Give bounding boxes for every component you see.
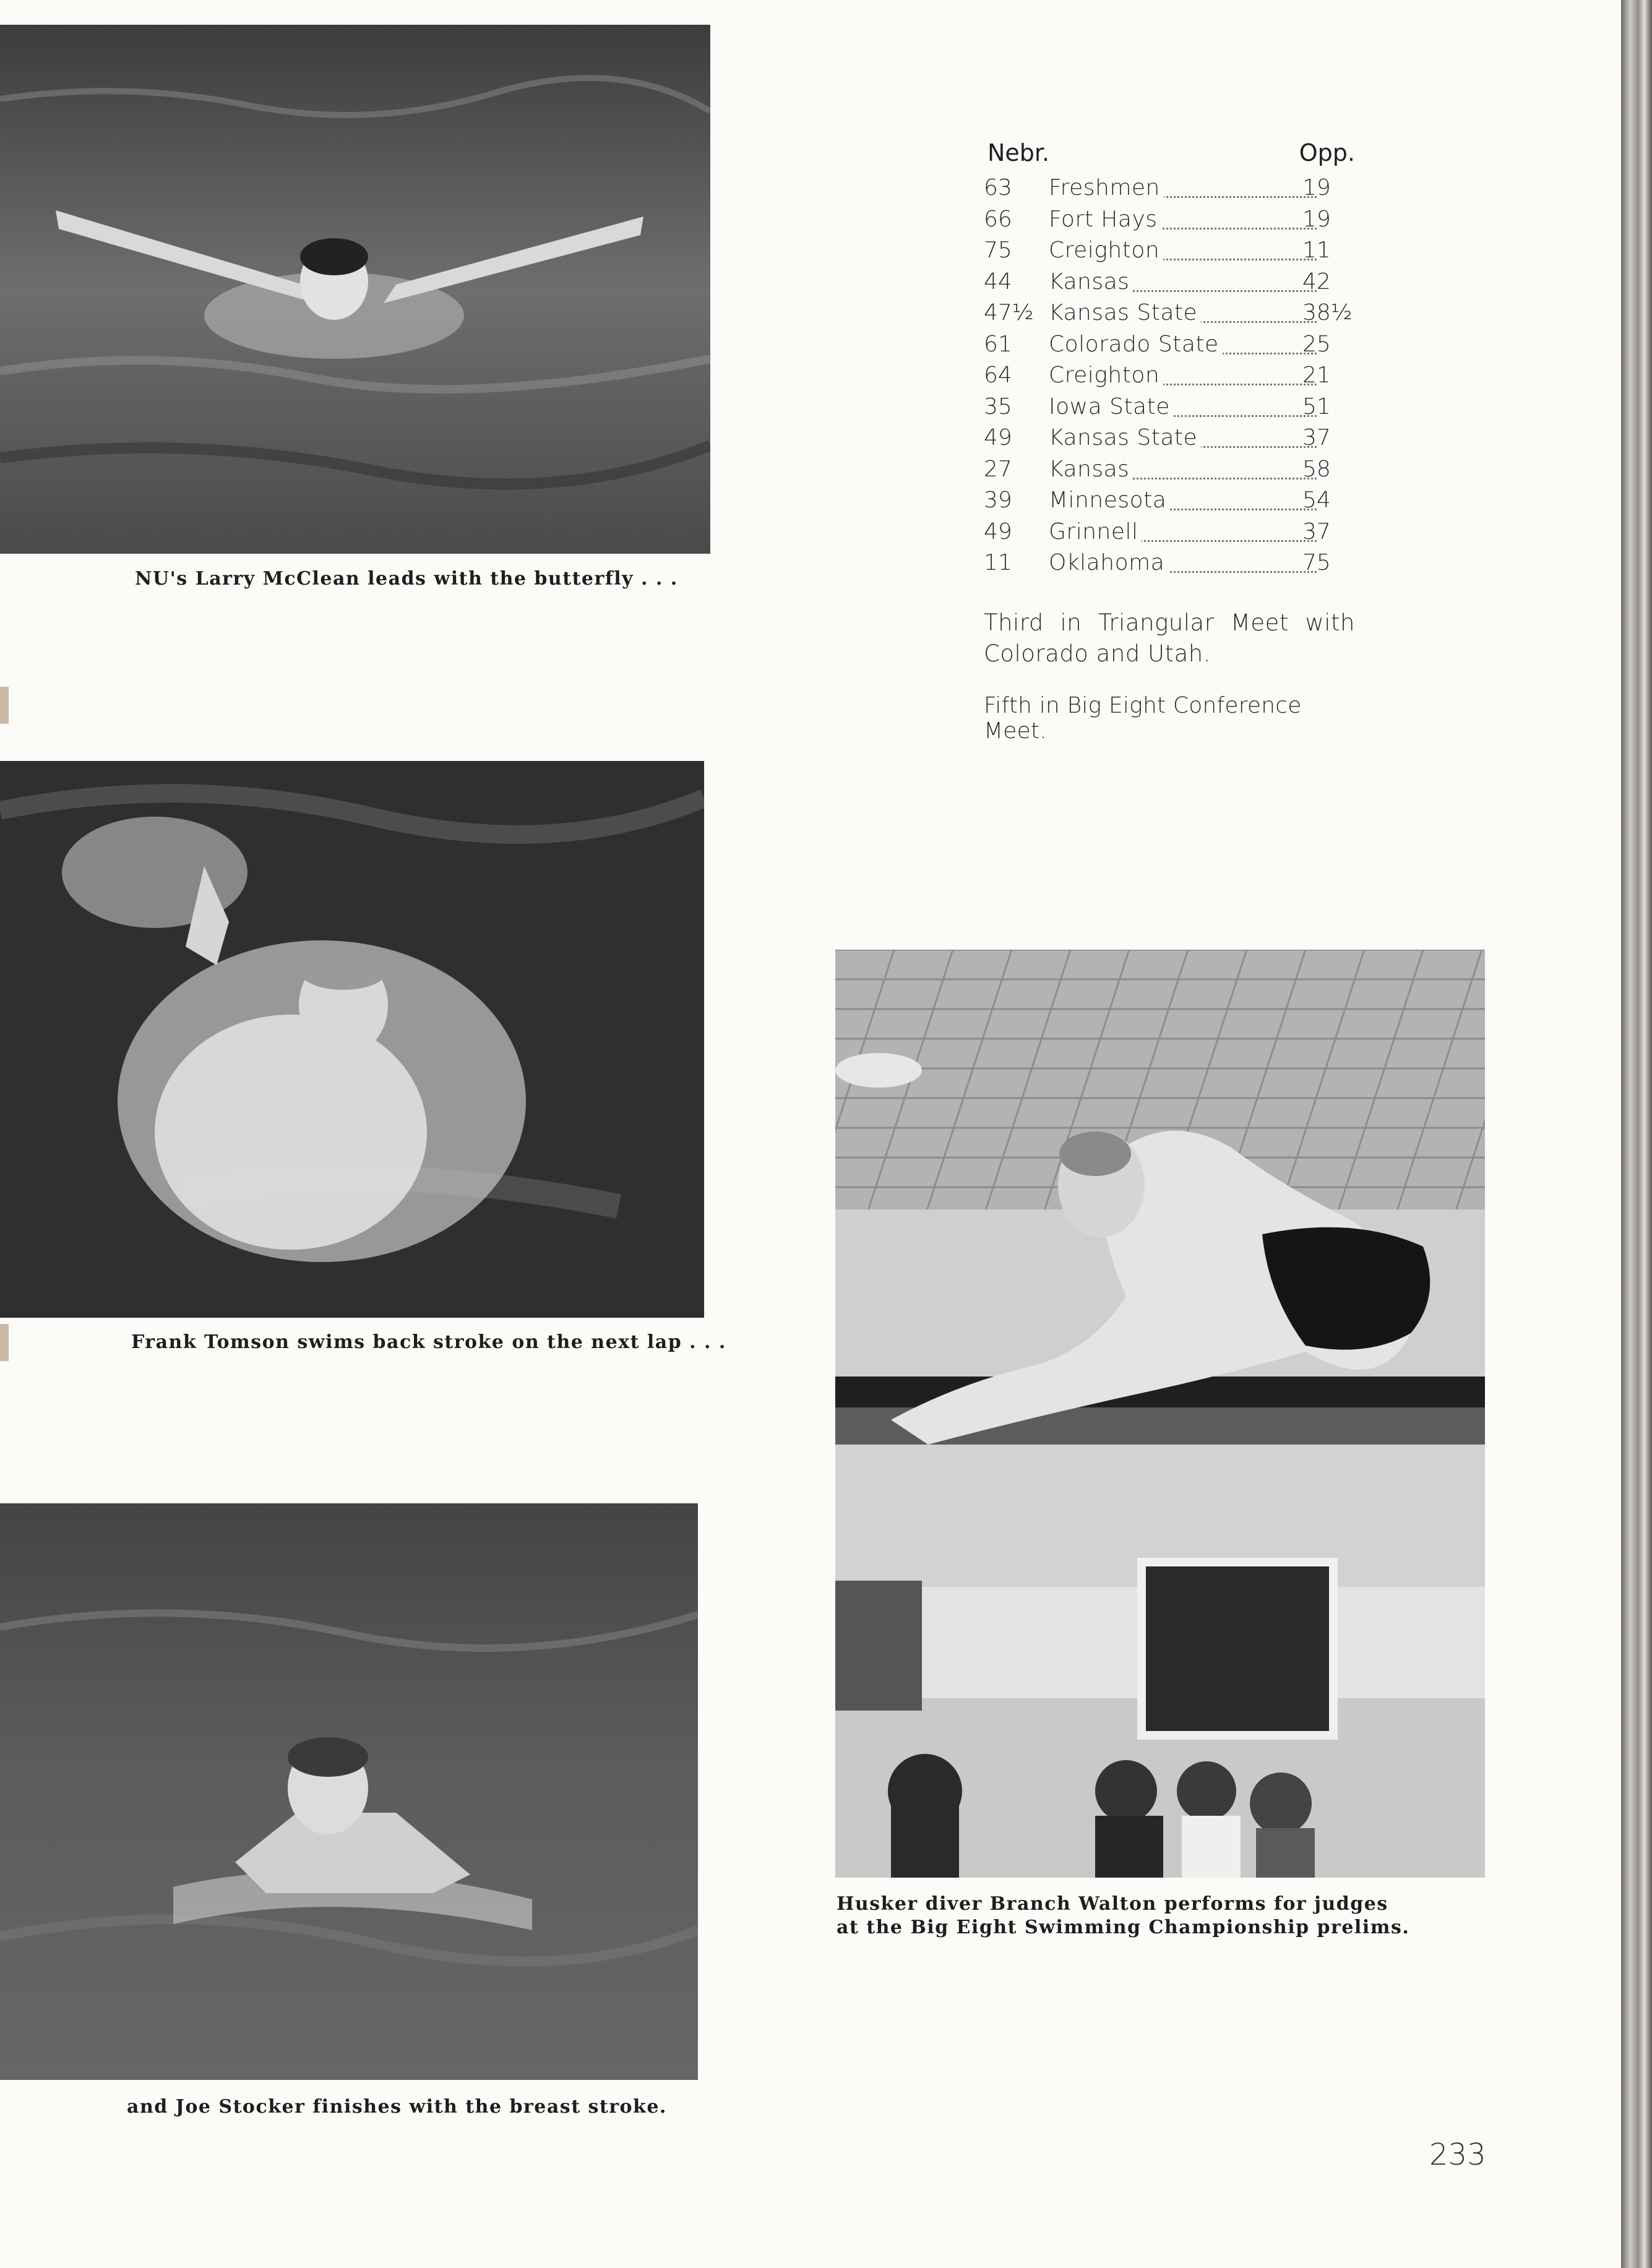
opponent-name: Kansas [1049, 457, 1133, 482]
score-row [984, 488, 1355, 519]
header-opp: Opp. [1299, 139, 1355, 166]
opponent-name: Oklahoma [1049, 550, 1168, 575]
opponent-name: Grinnell [1049, 519, 1142, 544]
score-row [984, 425, 1355, 457]
score-row [984, 300, 1355, 332]
opp-score: 58 [1302, 456, 1331, 482]
note-line-2: Colorado and Utah. [984, 640, 1211, 667]
nebr-score: 27 [984, 456, 1012, 482]
score-row [984, 175, 1355, 207]
score-row [984, 457, 1355, 488]
scoreboard-header [984, 139, 1355, 175]
score-row [984, 394, 1355, 426]
photo-diver [835, 950, 1485, 1878]
nebr-score: 44 [984, 268, 1012, 294]
score-row [984, 269, 1355, 301]
score-row [984, 363, 1355, 394]
opponent-name: Kansas [1049, 269, 1133, 294]
opp-score: 11 [1302, 238, 1331, 263]
opp-score: 37 [1302, 518, 1331, 544]
header-nebr: Nebr. [987, 139, 1050, 166]
caption-diver-line2: at the Big Eight Swimming Championship prelims. [837, 1917, 1410, 1938]
opp-score: 21 [1302, 363, 1331, 388]
nebr-score: 63 [984, 175, 1012, 200]
nebr-score: 64 [984, 363, 1012, 388]
opponent-name: Colorado State [1049, 332, 1223, 357]
binding-mark [0, 687, 9, 724]
nebr-score: 35 [984, 393, 1012, 419]
caption-butterfly: NU's Larry McClean leads with the butterfly . . . [135, 568, 678, 590]
opponent-name: Fort Hays [1049, 207, 1161, 232]
nebr-score: 49 [984, 518, 1012, 544]
caption-diver-line1: Husker diver Branch Walton performs for judges [837, 1893, 1388, 1915]
score-row [984, 332, 1355, 363]
opp-score: 19 [1302, 206, 1331, 232]
page-edge [1621, 0, 1652, 2268]
opp-score: 54 [1302, 488, 1331, 513]
opp-score: 51 [1302, 393, 1331, 419]
conference-meet-note: Fifth in Big Eight Conference Meet. [984, 692, 1302, 744]
opponent-name: Freshmen [1049, 175, 1164, 200]
nebr-score: 66 [984, 206, 1012, 232]
score-row [984, 519, 1355, 551]
opponent-name: Iowa State [1049, 394, 1174, 419]
photo-breaststroke [0, 1503, 698, 2080]
opponent-name: Minnesota [1049, 488, 1170, 513]
nebr-score: 61 [984, 331, 1012, 357]
page-number: 233 [1429, 2137, 1486, 2172]
nebr-score: 49 [984, 425, 1012, 450]
binding-mark [0, 1324, 9, 1361]
photo-butterfly [0, 25, 710, 554]
nebr-score: 39 [984, 488, 1012, 513]
opponent-name: Kansas State [1049, 300, 1201, 325]
opponent-name: Kansas State [1049, 425, 1201, 450]
score-rows [984, 175, 1355, 582]
opponent-name: Creighton [1049, 238, 1163, 263]
nebr-score: 11 [984, 550, 1012, 575]
opp-score: 25 [1302, 331, 1331, 357]
score-row [984, 550, 1355, 582]
photo-backstroke [0, 761, 704, 1318]
opp-score: 42 [1302, 268, 1331, 294]
opp-score: 19 [1302, 175, 1331, 200]
opp-score: 37 [1302, 425, 1331, 450]
nebr-score: 47½ [984, 300, 1034, 325]
caption-breaststroke: and Joe Stocker finishes with the breast stroke. [127, 2096, 667, 2118]
note-line-1: Third in Triangular Meet with [984, 609, 1355, 636]
season-scoreboard [984, 139, 1355, 744]
score-row [984, 207, 1355, 238]
score-row [984, 238, 1355, 269]
nebr-score: 75 [984, 238, 1012, 263]
opponent-name: Creighton [1049, 363, 1163, 388]
caption-backstroke: Frank Tomson swims back stroke on the next lap . . . [131, 1331, 726, 1353]
triangular-meet-note [984, 608, 1355, 669]
opp-score: 75 [1302, 550, 1331, 575]
opp-score: 38½ [1302, 300, 1353, 325]
